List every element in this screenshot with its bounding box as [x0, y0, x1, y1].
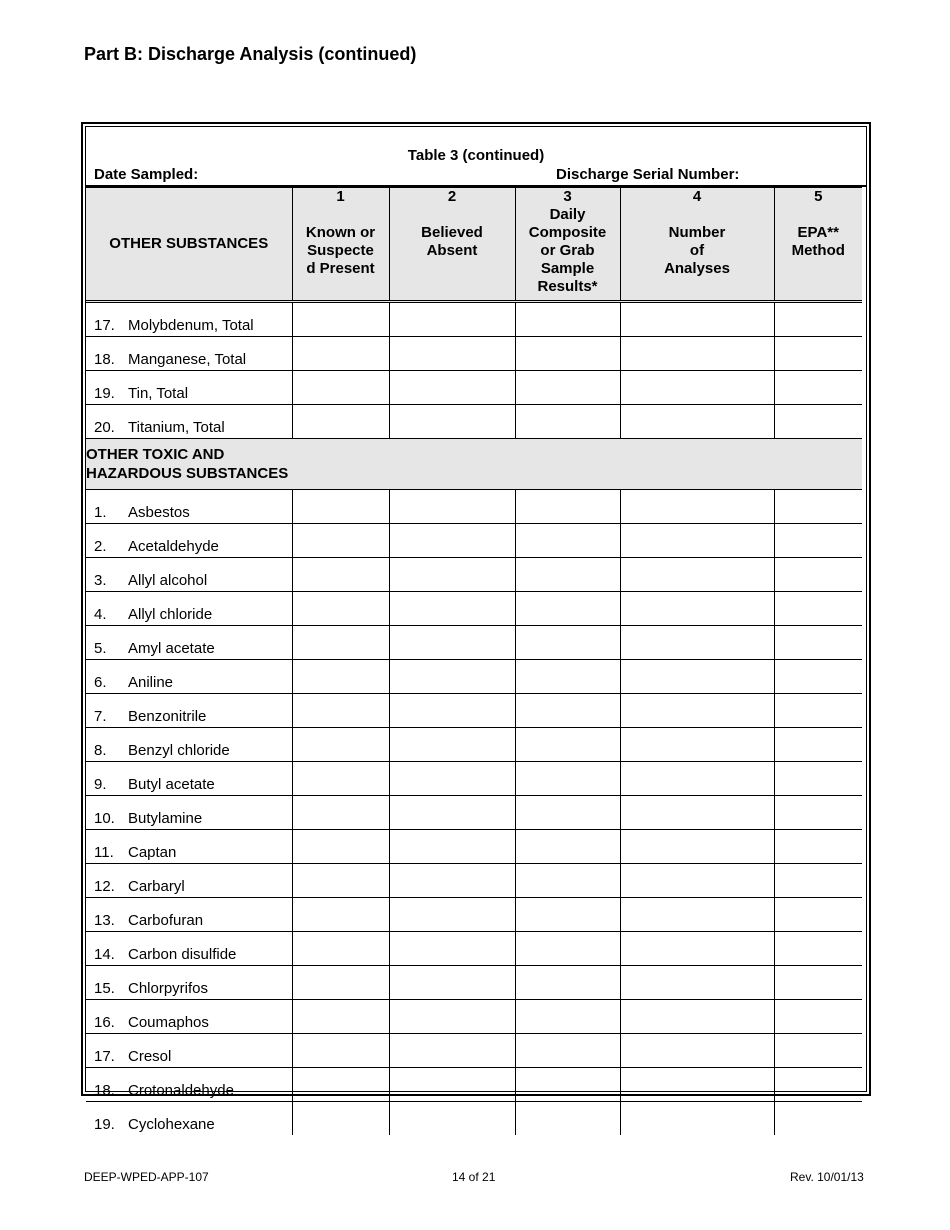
epa-method-cell[interactable] [774, 864, 862, 898]
substance-name: Tin, Total [128, 385, 189, 402]
believed-absent-cell[interactable] [389, 660, 515, 694]
substance-number: 10. [94, 810, 115, 827]
known-present-cell[interactable] [292, 728, 389, 762]
known-present-cell[interactable] [292, 490, 389, 524]
substance-name: Aniline [128, 674, 174, 691]
sample-results-cell[interactable] [515, 1102, 620, 1136]
table-row [86, 1000, 862, 1034]
sample-results-cell[interactable] [515, 796, 620, 830]
substance-number: 9. [94, 776, 107, 793]
substance-name: Cresol [128, 1048, 172, 1065]
column-header-row [86, 188, 862, 302]
substance-name: Amyl acetate [128, 640, 215, 657]
substance-name: Acetaldehyde [128, 538, 219, 555]
number-analyses-cell[interactable] [620, 1068, 774, 1102]
header-line: 5 [814, 188, 823, 205]
substance-number: 14. [94, 946, 115, 963]
known-present-cell[interactable] [292, 405, 389, 439]
substance-number: 2. [94, 538, 107, 555]
header-line: Method [791, 242, 845, 259]
substance-name: Allyl chloride [128, 606, 213, 623]
header-line: Composite [528, 224, 607, 241]
number-analyses-cell[interactable] [620, 1034, 774, 1068]
section-title-line: OTHER TOXIC AND [86, 446, 225, 463]
header-line: Believed [421, 224, 483, 241]
epa-method-cell[interactable] [774, 490, 862, 524]
substance-number: 12. [94, 878, 115, 895]
substance-name-cell [86, 1068, 292, 1102]
epa-method-cell[interactable] [774, 728, 862, 762]
epa-method-cell[interactable] [774, 302, 862, 337]
substance-number: 16. [94, 1014, 115, 1031]
sample-results-cell[interactable] [515, 966, 620, 1000]
believed-absent-cell[interactable] [389, 932, 515, 966]
number-analyses-cell[interactable] [620, 490, 774, 524]
number-analyses-cell[interactable] [620, 796, 774, 830]
sample-results-cell[interactable] [515, 302, 620, 337]
known-present-cell[interactable] [292, 558, 389, 592]
believed-absent-cell[interactable] [389, 694, 515, 728]
header-line: 2 [447, 188, 457, 205]
substance-name: Carbon disulfide [128, 946, 237, 963]
section-title-line: HAZARDOUS SUBSTANCES [86, 465, 289, 482]
number-analyses-cell[interactable] [620, 932, 774, 966]
believed-absent-cell[interactable] [389, 966, 515, 1000]
substance-name-cell [86, 762, 292, 796]
substance-number: 7. [94, 708, 107, 725]
sample-results-cell[interactable] [515, 592, 620, 626]
known-present-cell[interactable] [292, 524, 389, 558]
table-row [86, 796, 862, 830]
substance-name-cell [86, 932, 292, 966]
header-line [293, 206, 389, 224]
header-line: Suspecte [307, 242, 374, 259]
substance-name-cell [86, 864, 292, 898]
header-line: Number [668, 224, 726, 241]
sample-results-cell[interactable] [515, 1068, 620, 1102]
sample-results-cell[interactable] [515, 405, 620, 439]
substance-name: Allyl alcohol [128, 572, 208, 589]
known-present-cell[interactable] [292, 626, 389, 660]
believed-absent-cell[interactable] [389, 371, 515, 405]
number-analyses-cell[interactable] [620, 830, 774, 864]
table-row [86, 762, 862, 796]
discharge-table [86, 187, 862, 1135]
header-line: 1 [336, 188, 345, 205]
number-analyses-cell[interactable] [620, 728, 774, 762]
substance-name-cell [86, 405, 292, 439]
table-row [86, 728, 862, 762]
sample-results-cell[interactable] [515, 694, 620, 728]
epa-method-cell[interactable] [774, 1000, 862, 1034]
known-present-cell[interactable] [292, 694, 389, 728]
substance-name: Benzyl chloride [128, 742, 230, 759]
substance-number: 5. [94, 640, 107, 657]
known-present-cell[interactable] [292, 1102, 389, 1136]
table-row [86, 864, 862, 898]
known-present-cell[interactable] [292, 302, 389, 337]
believed-absent-cell[interactable] [389, 1000, 515, 1034]
sample-results-cell[interactable] [515, 490, 620, 524]
table-row [86, 966, 862, 1000]
substance-name: Benzonitrile [128, 708, 207, 725]
col-5-header [774, 188, 862, 302]
table-row [86, 524, 862, 558]
header-line: or Grab [540, 242, 595, 259]
col-1-header [292, 188, 389, 302]
number-analyses-cell[interactable] [620, 371, 774, 405]
table-frame [81, 122, 871, 1133]
footer-revision: Rev. 10/01/13 [790, 1170, 864, 1184]
number-analyses-cell[interactable] [620, 864, 774, 898]
header-line: 4 [692, 188, 702, 205]
substance-name-cell [86, 728, 292, 762]
substance-name-cell [86, 626, 292, 660]
number-analyses-cell[interactable] [620, 558, 774, 592]
sample-results-cell[interactable] [515, 660, 620, 694]
sample-results-cell[interactable] [515, 932, 620, 966]
sample-results-cell[interactable] [515, 337, 620, 371]
substance-name: Asbestos [128, 504, 190, 521]
known-present-cell[interactable] [292, 1034, 389, 1068]
number-analyses-cell[interactable] [620, 405, 774, 439]
substance-name-cell [86, 1102, 292, 1136]
substance-name-cell [86, 660, 292, 694]
substance-number: 6. [94, 674, 107, 691]
header-line: Absent [426, 242, 478, 259]
believed-absent-cell[interactable] [389, 337, 515, 371]
substance-number: 18. [94, 1082, 115, 1099]
table-row [86, 371, 862, 405]
epa-method-cell[interactable] [774, 626, 862, 660]
number-analyses-cell[interactable] [620, 966, 774, 1000]
number-analyses-cell[interactable] [620, 524, 774, 558]
footer-form-id: DEEP-WPED-APP-107 [84, 1170, 209, 1184]
believed-absent-cell[interactable] [389, 302, 515, 337]
table-header-band [86, 127, 866, 187]
substance-number: 19. [94, 385, 115, 402]
table-row [86, 1102, 862, 1136]
table-row [86, 558, 862, 592]
known-present-cell[interactable] [292, 796, 389, 830]
table-row [86, 302, 862, 337]
substance-name: Butylamine [128, 810, 203, 827]
substance-name: Titanium, Total [128, 419, 225, 436]
believed-absent-cell[interactable] [389, 558, 515, 592]
substance-name-cell [86, 371, 292, 405]
known-present-cell[interactable] [292, 1000, 389, 1034]
table-row [86, 898, 862, 932]
epa-method-cell[interactable] [774, 405, 862, 439]
known-present-cell[interactable] [292, 592, 389, 626]
sample-results-cell[interactable] [515, 898, 620, 932]
epa-method-cell[interactable] [774, 830, 862, 864]
substance-name-cell [86, 796, 292, 830]
substance-name: Crotonaldehyde [128, 1082, 234, 1099]
known-present-cell[interactable] [292, 830, 389, 864]
substance-name-cell [86, 1000, 292, 1034]
substance-number: 8. [94, 742, 107, 759]
sample-results-cell[interactable] [515, 626, 620, 660]
epa-method-cell[interactable] [774, 694, 862, 728]
substance-number: 11. [94, 844, 114, 861]
believed-absent-cell[interactable] [389, 1102, 515, 1136]
believed-absent-cell[interactable] [389, 898, 515, 932]
table-row [86, 626, 862, 660]
substance-name-cell [86, 1034, 292, 1068]
known-present-cell[interactable] [292, 660, 389, 694]
substance-name: Captan [128, 844, 177, 861]
table-row [86, 490, 862, 524]
table-row [86, 830, 862, 864]
substance-name-cell [86, 302, 292, 337]
known-present-cell[interactable] [292, 1068, 389, 1102]
known-present-cell[interactable] [292, 898, 389, 932]
col-substances-header: OTHER SUBSTANCES [86, 188, 292, 302]
epa-method-cell[interactable] [774, 558, 862, 592]
substance-name: Carbofuran [128, 912, 204, 929]
header-line: EPA** [797, 224, 839, 241]
header-line [775, 206, 863, 224]
substance-name-cell [86, 966, 292, 1000]
header-line: 3 [563, 188, 572, 205]
discharge-serial-label: Discharge Serial Number: [556, 166, 740, 183]
substance-number: 3. [94, 572, 107, 589]
known-present-cell[interactable] [292, 966, 389, 1000]
col-3-header [515, 188, 620, 302]
believed-absent-cell[interactable] [389, 796, 515, 830]
believed-absent-cell[interactable] [389, 592, 515, 626]
believed-absent-cell[interactable] [389, 1034, 515, 1068]
epa-method-cell[interactable] [774, 592, 862, 626]
table-row [86, 932, 862, 966]
substance-number: 19. [94, 1116, 115, 1133]
table-row [86, 1068, 862, 1102]
sample-results-cell[interactable] [515, 762, 620, 796]
substance-name-cell [86, 694, 292, 728]
number-analyses-cell[interactable] [620, 1000, 774, 1034]
header-line: Analyses [664, 260, 730, 277]
header-line [390, 206, 515, 224]
sample-results-cell[interactable] [515, 1034, 620, 1068]
epa-method-cell[interactable] [774, 524, 862, 558]
epa-method-cell[interactable] [774, 932, 862, 966]
epa-method-cell[interactable] [774, 1068, 862, 1102]
substance-name: Molybdenum, Total [128, 317, 254, 334]
number-analyses-cell[interactable] [620, 660, 774, 694]
section-header-row [86, 439, 862, 490]
known-present-cell[interactable] [292, 337, 389, 371]
table-row [86, 694, 862, 728]
page-title: Part B: Discharge Analysis (continued) [84, 44, 417, 64]
sample-results-cell[interactable] [515, 830, 620, 864]
substance-number: 20. [94, 419, 115, 436]
section-title [86, 439, 862, 490]
table-row [86, 337, 862, 371]
table-row [86, 1034, 862, 1068]
known-present-cell[interactable] [292, 932, 389, 966]
sample-results-cell[interactable] [515, 558, 620, 592]
epa-method-cell[interactable] [774, 1102, 862, 1136]
substance-name: Coumaphos [128, 1014, 209, 1031]
substance-number: 13. [94, 912, 115, 929]
sample-results-cell[interactable] [515, 728, 620, 762]
number-analyses-cell[interactable] [620, 337, 774, 371]
col-2-header [389, 188, 515, 302]
number-analyses-cell[interactable] [620, 1102, 774, 1136]
believed-absent-cell[interactable] [389, 490, 515, 524]
substance-number: 4. [94, 606, 107, 623]
number-analyses-cell[interactable] [620, 898, 774, 932]
sample-results-cell[interactable] [515, 864, 620, 898]
epa-method-cell[interactable] [774, 966, 862, 1000]
number-analyses-cell[interactable] [620, 694, 774, 728]
epa-method-cell[interactable] [774, 337, 862, 371]
substance-name-cell [86, 592, 292, 626]
substance-name-cell [86, 524, 292, 558]
substance-number: 1. [94, 504, 107, 521]
believed-absent-cell[interactable] [389, 864, 515, 898]
epa-method-cell[interactable] [774, 371, 862, 405]
believed-absent-cell[interactable] [389, 626, 515, 660]
sample-results-cell[interactable] [515, 371, 620, 405]
believed-absent-cell[interactable] [389, 762, 515, 796]
header-line: of [689, 242, 705, 259]
table-caption: Table 3 (continued) [407, 147, 545, 164]
header-line: Sample [540, 260, 595, 277]
substance-name: Cyclohexane [128, 1116, 215, 1133]
substance-number: 18. [94, 351, 115, 368]
epa-method-cell[interactable] [774, 796, 862, 830]
table-row [86, 660, 862, 694]
substance-number: 15. [94, 980, 115, 997]
known-present-cell[interactable] [292, 371, 389, 405]
col-4-header [620, 188, 774, 302]
header-line [621, 206, 774, 224]
substance-name: Butyl acetate [128, 776, 215, 793]
believed-absent-cell[interactable] [389, 405, 515, 439]
epa-method-cell[interactable] [774, 762, 862, 796]
substance-name-cell [86, 490, 292, 524]
sample-results-cell[interactable] [515, 1000, 620, 1034]
substance-number: 17. [94, 1048, 115, 1065]
substance-name-cell [86, 830, 292, 864]
substance-number: 17. [94, 317, 115, 334]
footer-page-number: 14 of 21 [452, 1170, 496, 1184]
header-line: Daily [549, 206, 586, 223]
number-analyses-cell[interactable] [620, 302, 774, 337]
believed-absent-cell[interactable] [389, 524, 515, 558]
substance-name-cell [86, 898, 292, 932]
believed-absent-cell[interactable] [389, 1068, 515, 1102]
known-present-cell[interactable] [292, 864, 389, 898]
epa-method-cell[interactable] [774, 898, 862, 932]
number-analyses-cell[interactable] [620, 762, 774, 796]
believed-absent-cell[interactable] [389, 830, 515, 864]
header-line: Results* [537, 278, 598, 295]
believed-absent-cell[interactable] [389, 728, 515, 762]
substance-name-cell [86, 337, 292, 371]
sample-results-cell[interactable] [515, 524, 620, 558]
table-row [86, 405, 862, 439]
substance-name: Chlorpyrifos [128, 980, 209, 997]
number-analyses-cell[interactable] [620, 626, 774, 660]
substance-name: Manganese, Total [128, 351, 247, 368]
header-line: d Present [306, 260, 375, 277]
table-row [86, 592, 862, 626]
header-line: Known or [305, 224, 376, 241]
number-analyses-cell[interactable] [620, 592, 774, 626]
known-present-cell[interactable] [292, 762, 389, 796]
epa-method-cell[interactable] [774, 1034, 862, 1068]
substance-name-cell [86, 558, 292, 592]
date-sampled-label: Date Sampled: [94, 166, 199, 183]
epa-method-cell[interactable] [774, 660, 862, 694]
substance-name: Carbaryl [128, 878, 185, 895]
